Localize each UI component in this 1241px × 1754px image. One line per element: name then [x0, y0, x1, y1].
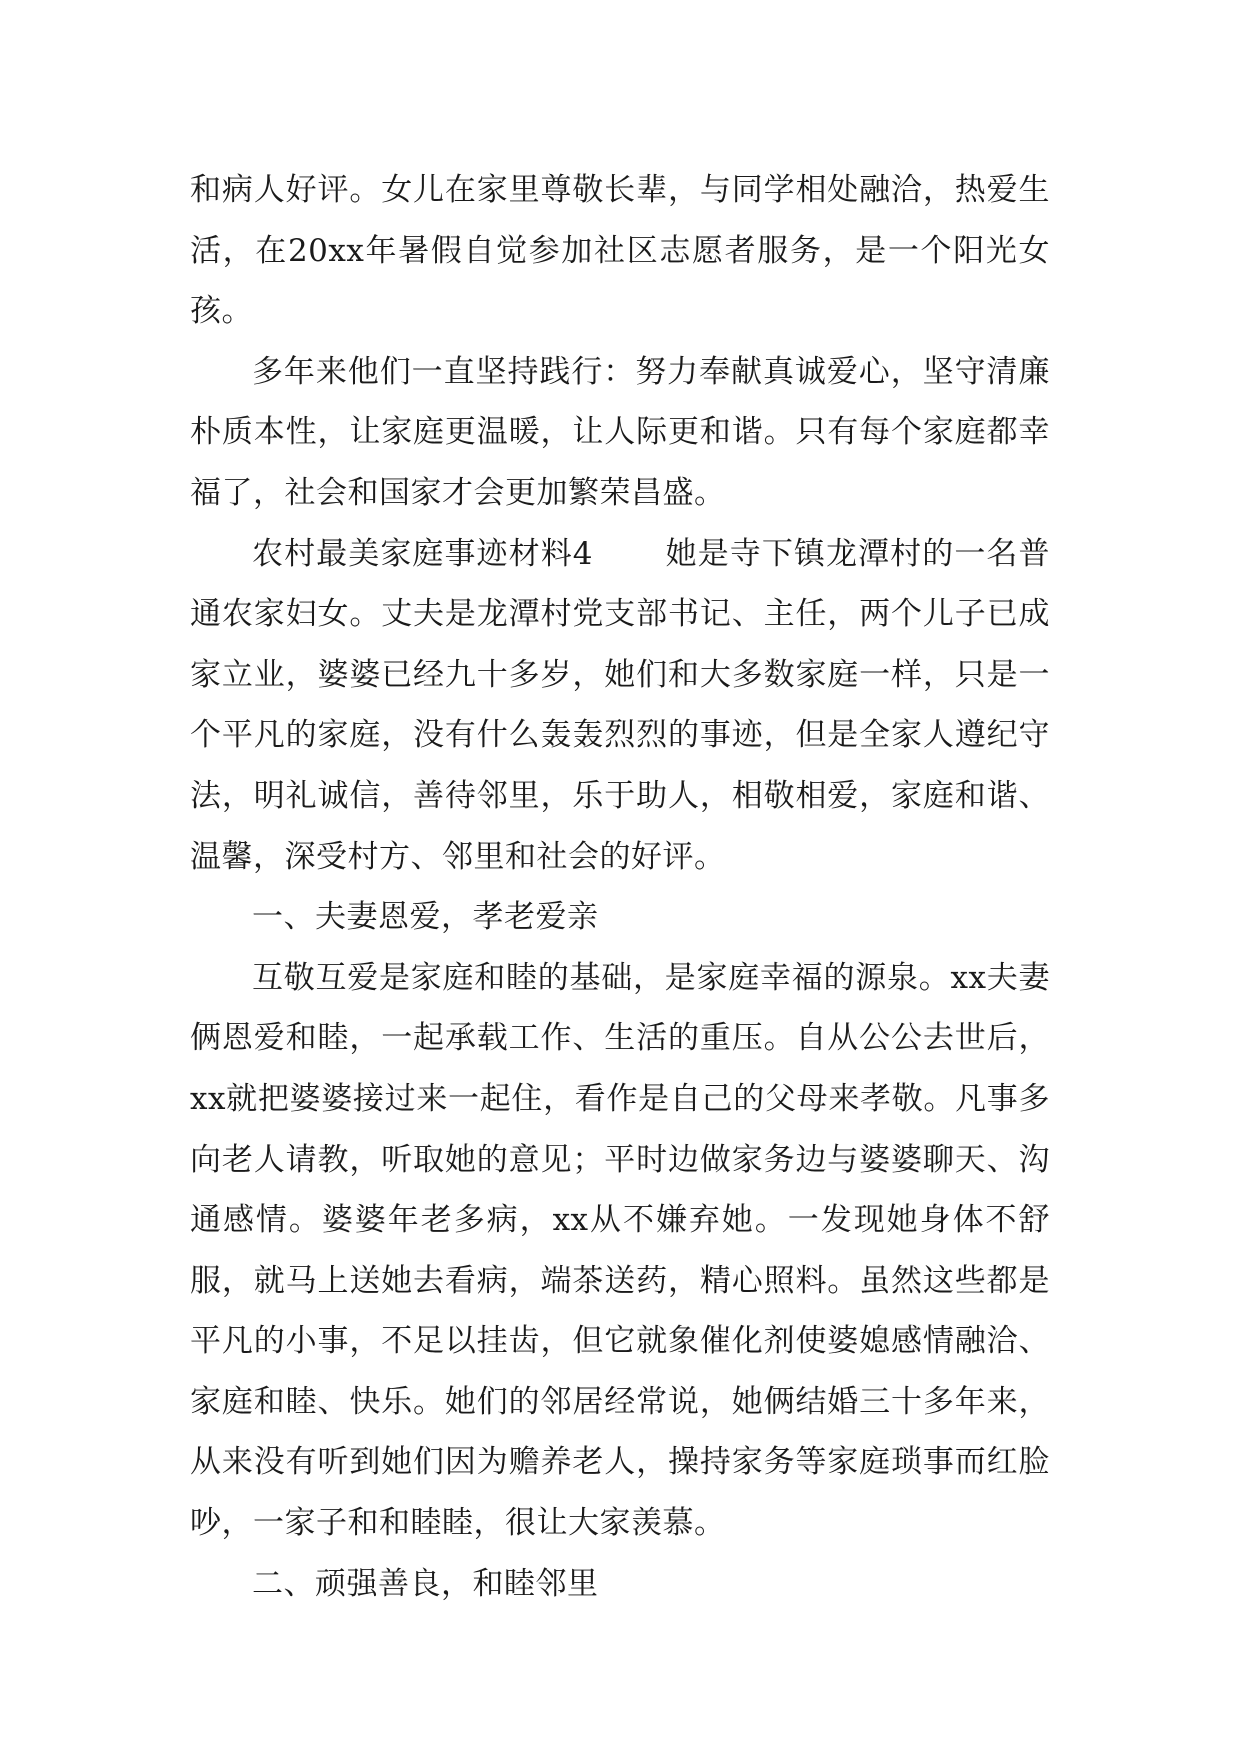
paragraph-family-values: 多年来他们一直坚持践行：努力奉献真诚爱心，坚守清廉朴质本性，让家庭更温暖，让人际更和谐。只有每个家庭都幸福了，社会和国家才会更加繁荣昌盛。	[190, 353, 1050, 511]
paragraph-material-4	[190, 524, 1050, 888]
material-title: 农村最美家庭事迹材料4	[252, 535, 594, 572]
paragraph-daughter: 和病人好评。女儿在家里尊敬长辈，与同学相处融洽，热爱生活，在20xx年暑假自觉参加社区志愿者服务，是一个阳光女孩。	[190, 172, 1050, 330]
paragraph-respect-love: 互敬互爱是家庭和睦的基础，是家庭幸福的源泉。xx夫妻俩恩爱和睦，一起承载工作、生活的重压。自从公公去世后，xx就把婆婆接过来一起住，看作是自己的父母来孝敬。凡事多向老人请教，听取她的意见；平时边做家务边与婆婆聊天、沟通感情。婆婆年老多病，xx从不嫌弃她。一发现她身体不舒服，就马上送她去看病，端茶送药，精心照料。虽然这些都是平凡的小事，不足以挂齿，但它就象催化剂使婆媳感情融洽、家庭和睦、快乐。她们的邻居经常说，她俩结婚三十多年来，从来没有听到她们因为赡养老人，操持家务等家庭琐事而红脸吵，一家子和和睦睦，很让大家羡慕。	[190, 959, 1050, 1542]
section-heading-1: 一、夫妻恩爱，孝老爱亲	[252, 899, 599, 936]
material-body: 她是寺下镇龙潭村的一名普通农家妇女。丈夫是龙潭村党支部书记、主任，两个儿子已成家立业，婆婆已经九十多岁，她们和大多数家庭一样，只是一个平凡的家庭，没有什么轰轰烈烈的事迹，但是全家人遵纪守法，明礼诚信，善待邻里，乐于助人，相敬相爱，家庭和谐、温馨，深受村方、邻里和社会的好评。	[190, 535, 1050, 875]
section-heading-2: 二、顽强善良，和睦邻里	[252, 1565, 599, 1602]
document-body	[190, 160, 1050, 1614]
